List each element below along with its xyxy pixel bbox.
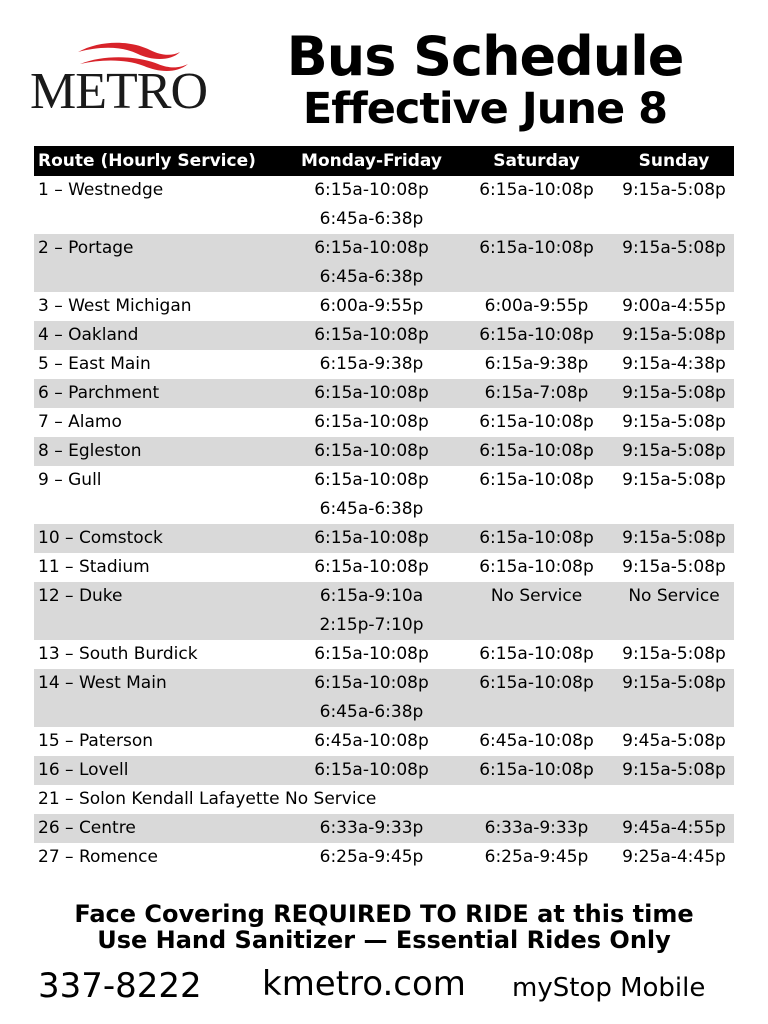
column-header-monday-friday: Monday-Friday — [284, 146, 459, 176]
route-name: 4 – Oakland — [34, 321, 284, 350]
sunday-hours: No Service — [614, 582, 734, 640]
column-header-sunday: Sunday — [614, 146, 734, 176]
monday-friday-hours — [284, 640, 459, 669]
route-name: 12 – Duke — [34, 582, 284, 640]
time-range: 6:15a-10:08p — [314, 180, 429, 200]
sunday-hours: 9:15a-5:08p — [614, 379, 734, 408]
route-name: 16 – Lovell — [34, 756, 284, 785]
route-name: 9 – Gull — [38, 470, 102, 490]
table-row — [34, 553, 734, 582]
table-row — [34, 524, 734, 553]
phone-number: 337-8222 — [38, 966, 202, 1006]
route-name: 2 – Portage — [34, 234, 284, 292]
notice-hand-sanitizer: Use Hand Sanitizer — Essential Rides Only — [97, 926, 671, 954]
table-row — [34, 814, 734, 843]
saturday-hours: 6:15a-7:08p — [459, 379, 614, 408]
sunday-hours: 9:45a-5:08p — [622, 731, 726, 751]
monday-friday-hours — [284, 466, 459, 524]
route-name: 6 – Parchment — [34, 379, 284, 408]
monday-friday-hours — [284, 727, 459, 756]
time-range: 6:15a-10:08p — [314, 441, 429, 461]
route-name: 5 – East Main — [38, 354, 151, 374]
saturday-hours: No Service — [459, 582, 614, 640]
time-range: 6:15a-10:08p — [314, 760, 429, 780]
sunday-hours: 9:00a-4:55p — [622, 296, 726, 316]
sunday-hours: 9:45a-4:55p — [614, 814, 734, 843]
column-header-route: Route (Hourly Service) — [34, 146, 284, 176]
sunday-hours: 9:15a-5:08p — [622, 470, 726, 490]
logo-wordmark: METRO — [30, 63, 207, 120]
saturday-hours: 6:15a-10:08p — [479, 557, 594, 577]
time-range: 6:15a-10:08p — [314, 383, 429, 403]
monday-friday-hours — [284, 350, 459, 379]
sunday-hours: 9:15a-5:08p — [622, 412, 726, 432]
monday-friday-hours — [284, 234, 459, 292]
table-row — [34, 785, 734, 814]
time-range: 6:45a-6:38p — [319, 209, 424, 229]
monday-friday-hours — [284, 321, 459, 350]
saturday-hours: 6:15a-10:08p — [459, 437, 614, 466]
time-range: 6:15a-10:08p — [314, 673, 429, 693]
saturday-hours: 6:15a-9:38p — [484, 354, 589, 374]
time-range: 6:15a-9:10a — [319, 586, 424, 606]
sunday-hours: 9:15a-5:08p — [614, 321, 734, 350]
time-range: 6:45a-10:08p — [314, 731, 429, 751]
time-range: 6:33a-9:33p — [319, 818, 424, 838]
monday-friday-hours — [284, 582, 459, 640]
time-range: 6:45a-6:38p — [319, 499, 424, 519]
table-row — [34, 292, 734, 321]
metro-logo — [30, 38, 220, 120]
time-range: 6:15a-10:08p — [314, 412, 429, 432]
time-range: 6:45a-6:38p — [319, 702, 424, 722]
saturday-hours: 6:15a-10:08p — [459, 756, 614, 785]
table-header-row — [34, 146, 734, 176]
monday-friday-hours — [284, 292, 459, 321]
page-subtitle: Effective June 8 — [302, 84, 668, 134]
route-name: 1 – Westnedge — [38, 180, 164, 200]
route-name: 26 – Centre — [34, 814, 284, 843]
time-range: 6:25a-9:45p — [319, 847, 424, 867]
saturday-hours: 6:15a-10:08p — [479, 644, 594, 664]
route-name: 3 – West Michigan — [38, 296, 192, 316]
route-name: 10 – Comstock — [34, 524, 284, 553]
time-range: 6:15a-10:08p — [314, 325, 429, 345]
route-name: 15 – Paterson — [38, 731, 153, 751]
saturday-hours: 6:15a-10:08p — [479, 470, 594, 490]
saturday-hours: 6:25a-9:45p — [484, 847, 589, 867]
time-range: 2:15p-7:10p — [319, 615, 424, 635]
footer — [0, 962, 768, 1012]
saturday-hours: 6:15a-10:08p — [479, 180, 594, 200]
schedule-body — [34, 176, 734, 872]
saturday-hours: 6:15a-10:08p — [459, 234, 614, 292]
time-range: 6:15a-10:08p — [314, 644, 429, 664]
saturday-hours: 6:00a-9:55p — [484, 296, 589, 316]
table-row — [34, 379, 734, 408]
saturday-hours: 6:15a-10:08p — [459, 524, 614, 553]
table-row — [34, 408, 734, 437]
saturday-hours: 6:45a-10:08p — [479, 731, 594, 751]
sunday-hours: 9:15a-5:08p — [622, 180, 726, 200]
route-name: 7 – Alamo — [38, 412, 122, 432]
sunday-hours: 9:15a-4:38p — [622, 354, 726, 374]
time-range: 6:15a-10:08p — [314, 470, 429, 490]
time-range: 6:15a-10:08p — [314, 557, 429, 577]
sunday-hours: 9:25a-4:45p — [622, 847, 726, 867]
route-name: 13 – South Burdick — [38, 644, 198, 664]
route-name: 8 – Egleston — [34, 437, 284, 466]
table-row — [34, 176, 734, 234]
route-name: 27 – Romence — [38, 847, 158, 867]
monday-friday-hours — [284, 669, 459, 727]
schedule-table — [34, 146, 734, 872]
monday-friday-hours — [284, 843, 459, 872]
monday-friday-hours — [284, 524, 459, 553]
saturday-hours: 6:15a-10:08p — [459, 321, 614, 350]
table-row — [34, 321, 734, 350]
monday-friday-hours — [284, 176, 459, 234]
table-row — [34, 466, 734, 524]
table-row — [34, 756, 734, 785]
monday-friday-hours — [284, 437, 459, 466]
sunday-hours: 9:15a-5:08p — [614, 437, 734, 466]
time-range: 6:15a-10:08p — [314, 528, 429, 548]
time-range: 6:15a-9:38p — [319, 354, 424, 374]
time-range: 6:00a-9:55p — [319, 296, 424, 316]
table-row — [34, 234, 734, 292]
table-row — [34, 843, 734, 872]
website-link[interactable]: kmetro.com — [262, 964, 466, 1004]
table-row — [34, 669, 734, 727]
sunday-hours: 9:15a-5:08p — [614, 669, 734, 727]
page-title: Bus Schedule — [286, 25, 684, 88]
monday-friday-hours — [284, 814, 459, 843]
sunday-hours: 9:15a-5:08p — [614, 524, 734, 553]
monday-friday-hours — [284, 756, 459, 785]
sunday-hours: 9:15a-5:08p — [614, 234, 734, 292]
sunday-hours: 9:15a-5:08p — [622, 644, 726, 664]
table-row — [34, 582, 734, 640]
time-range: 6:45a-6:38p — [319, 267, 424, 287]
column-header-saturday: Saturday — [459, 146, 614, 176]
table-row — [34, 640, 734, 669]
route-name: 21 – Solon Kendall Lafayette No Service — [38, 789, 377, 809]
table-row — [34, 350, 734, 379]
monday-friday-hours — [284, 408, 459, 437]
saturday-hours: 6:33a-9:33p — [459, 814, 614, 843]
time-range: 6:15a-10:08p — [314, 238, 429, 258]
monday-friday-hours — [284, 379, 459, 408]
saturday-hours: 6:15a-10:08p — [479, 412, 594, 432]
sunday-hours: 9:15a-5:08p — [622, 557, 726, 577]
monday-friday-hours — [284, 553, 459, 582]
saturday-hours: 6:15a-10:08p — [459, 669, 614, 727]
table-row — [34, 437, 734, 466]
notice-face-covering: Face Covering REQUIRED TO RIDE at this time — [74, 900, 694, 928]
app-name: myStop Mobile — [512, 973, 706, 1003]
sunday-hours: 9:15a-5:08p — [614, 756, 734, 785]
route-name: 14 – West Main — [34, 669, 284, 727]
table-row — [34, 727, 734, 756]
route-name: 11 – Stadium — [38, 557, 150, 577]
